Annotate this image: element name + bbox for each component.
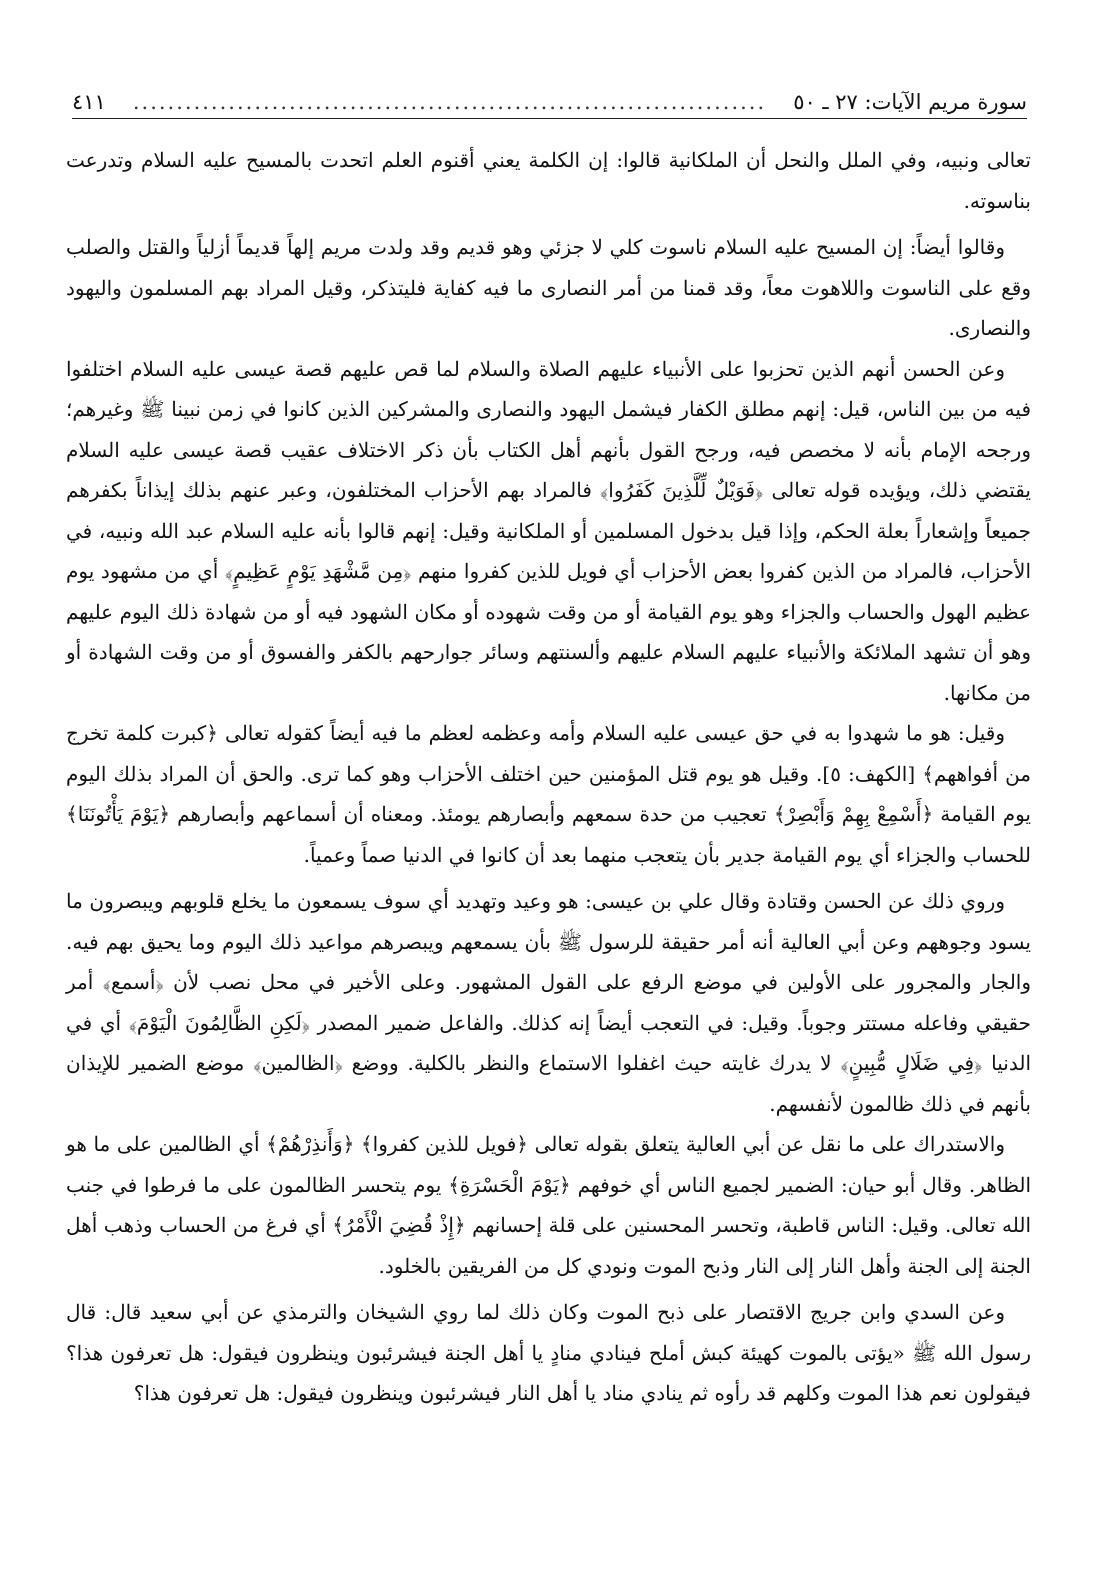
- paragraph: وقالوا أيضاً: إن المسيح عليه السلام ناسوت كلي لا جزئي وهو قديم وقد ولدت مريم إلهاً قديماً أزلياً والقتل والصلب وقع على الناسوت واللاهوت معاً، وقد قمنا من أمر النصارى ما فيه كفاية فليتذكر، وقيل المراد بهم المسلمون واليهود والنصارى.: [66, 235, 1031, 340]
- body-text: [66, 140, 1031, 1414]
- paragraph: والاستدراك على ما نقل عن أبي العالية يتعلق بقوله تعالى ﴿فويل للذين كفروا﴾ ﴿وَأَنذِرْهُمْ﴾ أي الظالمين على ما هو الظاهر. وقال أبو حيان: الضمير لجميع الناس أي خوفهم ﴿يَوْمَ الْحَسْرَةِ﴾ يوم يتحسر الظالمون على ما فرطوا في جنب الله تعالى. وقيل: الناس قاطبة، وتحسر المحسنين على قلة إحسانهم ﴿إِذْ قُضِيَ الْأَمْرُ﴾ أي فرغ من الحساب وذهب أهل الجنة إلى الجنة وأهل النار إلى النار وذبح الموت ونودي كل من الفريقين بالخلود.: [66, 1132, 1031, 1278]
- paragraph: وعن السدي وابن جريج الاقتصار على ذبح الموت وكان ذلك لما روي الشيخان والترمذي عن أبي سعيد قال: قال رسول الله ﷺ «يؤتى بالموت كهيئة كبش أملح فينادي منادٍ يا أهل الجنة فيشرئبون وينظرون فيقول: هل تعرفون هذا؟ فيقولون نعم هذا الموت وكلهم قد رأوه ثم ينادي مناد يا أهل النار فيشرئبون وينظرون فيقول: هل تعرفون هذا؟: [66, 1300, 1031, 1405]
- paragraph: وروي ذلك عن الحسن وقتادة وقال علي بن عيسى: هو وعيد وتهديد أي سوف يسمعون ما يخلع قلوبهم ويبصرون ما يسود وجوههم وعن أبي العالية أنه أمر حقيقة للرسول ﷺ بأن يسمعهم ويبصرهم مواعيد ذلك اليوم وما يحيق بهم فيه. والجار والمجرور على الأولين في موضع الرفع على القول المشهور. وعلى الأخير في محل نصب لأن ﴿أسمع﴾ أمر حقيقي وفاعله مستتر وجوباً. وقيل: في التعجب أيضاً إنه كذلك. والفاعل ضمير المصدر ﴿لَكِنِ الظَّالِمُونَ الْيَوْمَ﴾ أي في الدنيا ﴿فِي ضَلَالٍ مُّبِينٍ﴾ لا يدرك غايته حيث اغفلوا الاستماع والنظر بالكلية. ووضع ﴿الظالمين﴾ موضع الضمير للإيذان بأنهم في ذلك ظالمون لأنفسهم.: [66, 889, 1031, 1116]
- running-header: [72, 82, 1027, 119]
- page-number: ٤١١: [72, 90, 106, 114]
- paragraph: وقيل: هو ما شهدوا به في حق عيسى عليه السلام وأمه وعظمه لعظم ما فيه أيضاً كقوله تعالى ﴿كبرت كلمة تخرج من أفواههم﴾ [الكهف: ٥]. وقيل هو يوم قتل المؤمنين حين اختلف الأحزاب وهو كما ترى. والحق أن المراد بذلك اليوم يوم القيامة ﴿أَسْمِعْ بِهِمْ وَأَبْصِرْ﴾ تعجيب من حدة سمعهم وأبصارهم يومئذ. ومعناه أن أسماعهم وأبصارهم ﴿يَوْمَ يَأْتُونَنَا﴾ للحساب والجزاء أي يوم القيامة جدير بأن يتعجب منهما بعد أن كانوا في الدنيا صماً وعمياً.: [66, 721, 1032, 867]
- paragraph: تعالى ونبيه، وفي الملل والنحل أن الملكانية قالوا: إن الكلمة يعني أقنوم العلم اتحدت بالمسيح عليه السلام وتدرعت بناسوته.: [66, 148, 1031, 213]
- header-title: سورة مريم الآيات: ٢٧ ـ ٥٠: [793, 90, 1027, 114]
- paragraph: وعن الحسن أنهم الذين تحزبوا على الأنبياء عليهم الصلاة والسلام لما قص عليهم قصة عيسى عليه السلام اختلفوا فيه من بين الناس، قيل: إنهم مطلق الكفار فيشمل اليهود والنصارى والمشركين الذين كانوا في زمن نبينا ﷺ وغيرهم؛ ورجحه الإمام بأنه لا مخصص فيه، ورجح القول بأنهم أهل الكتاب بأن ذكر الاختلاف عقيب قصة عيسى عليه السلام يقتضي ذلك، ويؤيده قوله تعالى ﴿فَوَيْلٌ لِّلَّذِينَ كَفَرُوا﴾ فالمراد بهم الأحزاب المختلفون، وعبر عنهم بذلك إيذاناً بكفرهم جميعاً وإشعاراً بعلة الحكم، وإذا قيل بدخول المسلمين أو الملكانية وقيل: إنهم قالوا بأنه عليه السلام عبد الله ونبيه، في الأحزاب، فالمراد من الذين كفروا بعض الأحزاب أي فويل للذين كفروا منهم ﴿مِن مَّشْهَدِ يَوْمٍ عَظِيمٍ﴾ أي من مشهود يوم عظيم الهول والحساب والجزاء وهو يوم القيامة أو من وقت شهوده أو مكان الشهود فيه أو من شهادة ذلك اليوم عليهم وهو أن تشهد الملائكة والأنبياء عليهم السلام عليهم وألسنتهم وسائر جوارحهم بالكفر والفسوق أو من وقت الشهادة أو من مكانها.: [66, 356, 1031, 705]
- header-dot-leader: .........................................................................: [132, 90, 767, 114]
